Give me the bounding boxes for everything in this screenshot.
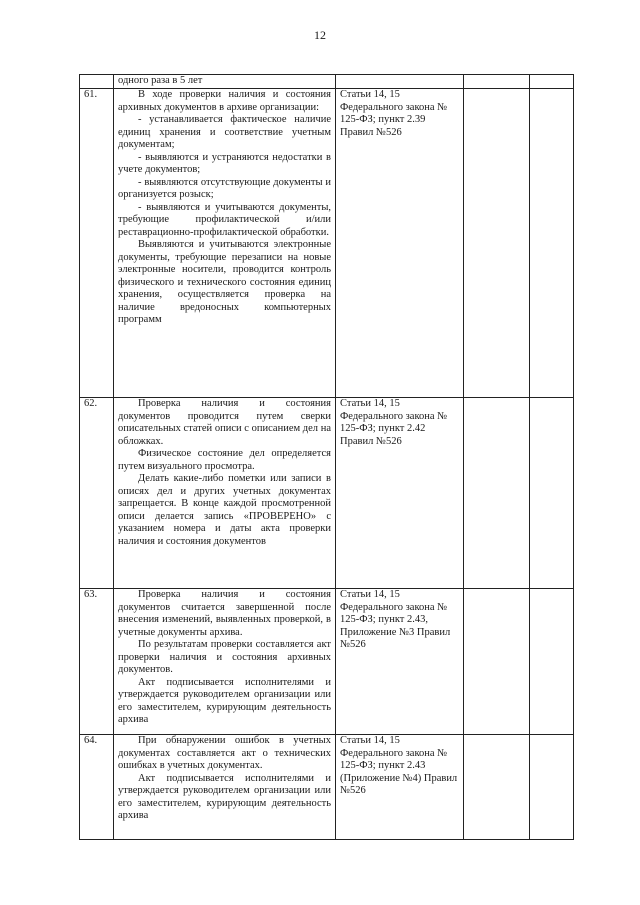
cell-empty: [464, 89, 530, 398]
paragraph: Акт подписывается исполнителями и утверждается руководителем организации или его заместителем, курирующим деятельность архива: [118, 676, 331, 725]
cell-empty: [464, 735, 530, 840]
cell-empty: [530, 75, 574, 89]
table-row: [80, 589, 574, 735]
paragraph: - выявляются и учитываются документы, требующие профилактической и/или реставрационно-профилактической обработки.: [118, 201, 331, 238]
cell-text: [114, 398, 336, 589]
cell-empty: [530, 589, 574, 735]
continuation-text: одного раза в 5 лет: [118, 75, 203, 86]
paragraph: Акт подписывается исполнителями и утверждается руководителем организации или его заместителем, курирующим деятельность архива: [118, 772, 331, 821]
paragraph: Физическое состояние дел определяется путем визуального просмотра.: [118, 448, 331, 472]
cell-empty: [530, 398, 574, 589]
paragraph: Выявляются и учитываются электронные документы, требующие перезаписи на новые электронные носители, проводится контроль физического и технического состояния единиц хранения, осуществляется проверка на наличие вредоносных компьютерных программ: [118, 239, 331, 325]
paragraph: Проверка наличия и состояния документов считается завершенной после внесения изменений, выявленных проверкой, в учетные документы архива.: [118, 589, 331, 638]
paragraph: - устанавливается фактическое наличие единиц хранения и соответствие учетным документам;: [118, 114, 331, 150]
cell-empty: [530, 89, 574, 398]
cell-text: [114, 589, 336, 735]
table-row: [80, 735, 574, 840]
table-row-continuation: [80, 75, 574, 89]
cell-reference: Статьи 14, 15 Федерального закона № 125-ФЗ; пункт 2.43 (Приложение №4) Правил №526: [336, 735, 464, 840]
paragraph: Проверка наличия и состояния документов проводится путем сверки описательных статей описи с описанием дел на обложках.: [118, 398, 331, 447]
cell-text: [114, 735, 336, 840]
cell-empty: [464, 398, 530, 589]
cell-text: [114, 89, 336, 398]
cell-empty: [464, 75, 530, 89]
paragraph: Делать какие-либо пометки или записи в описях дел и других учетных документах запрещается. В конце каждой просмотренной описи делается запись «ПРОВЕРЕНО» с указанием номера и даты акта проверки наличия и состояния документов: [118, 473, 331, 547]
row-number: 62.: [80, 398, 114, 589]
cell-reference: Статьи 14, 15 Федерального закона № 125-ФЗ; пункт 2.43, Приложение №3 Правил №526: [336, 589, 464, 735]
requirements-table: [79, 74, 574, 840]
cell-num: [80, 75, 114, 89]
paragraph: - выявляются отсутствующие документы и организуется розыск;: [118, 176, 331, 200]
paragraph: - выявляются и устраняются недостатки в учете документов;: [118, 151, 331, 175]
page-number: 12: [314, 28, 326, 42]
cell-empty: [530, 735, 574, 840]
table-row: [80, 398, 574, 589]
row-number: 64.: [80, 735, 114, 840]
cell-reference: [336, 75, 464, 89]
cell-empty: [464, 589, 530, 735]
cell-text: [114, 75, 336, 89]
row-number: 61.: [80, 89, 114, 398]
paragraph: При обнаружении ошибок в учетных документах составляется акт о технических ошибках в учетных документах.: [118, 735, 331, 771]
cell-reference: Статьи 14, 15 Федерального закона № 125-ФЗ; пункт 2.42 Правил №526: [336, 398, 464, 589]
cell-reference: Статьи 14, 15 Федерального закона № 125-ФЗ; пункт 2.39 Правил №526: [336, 89, 464, 398]
table-row: [80, 89, 574, 398]
row-number: 63.: [80, 589, 114, 735]
paragraph: По результатам проверки составляется акт проверки наличия и состояния архивных документов.: [118, 639, 331, 675]
paragraph: В ходе проверки наличия и состояния архивных документов в архиве организации:: [118, 89, 331, 113]
